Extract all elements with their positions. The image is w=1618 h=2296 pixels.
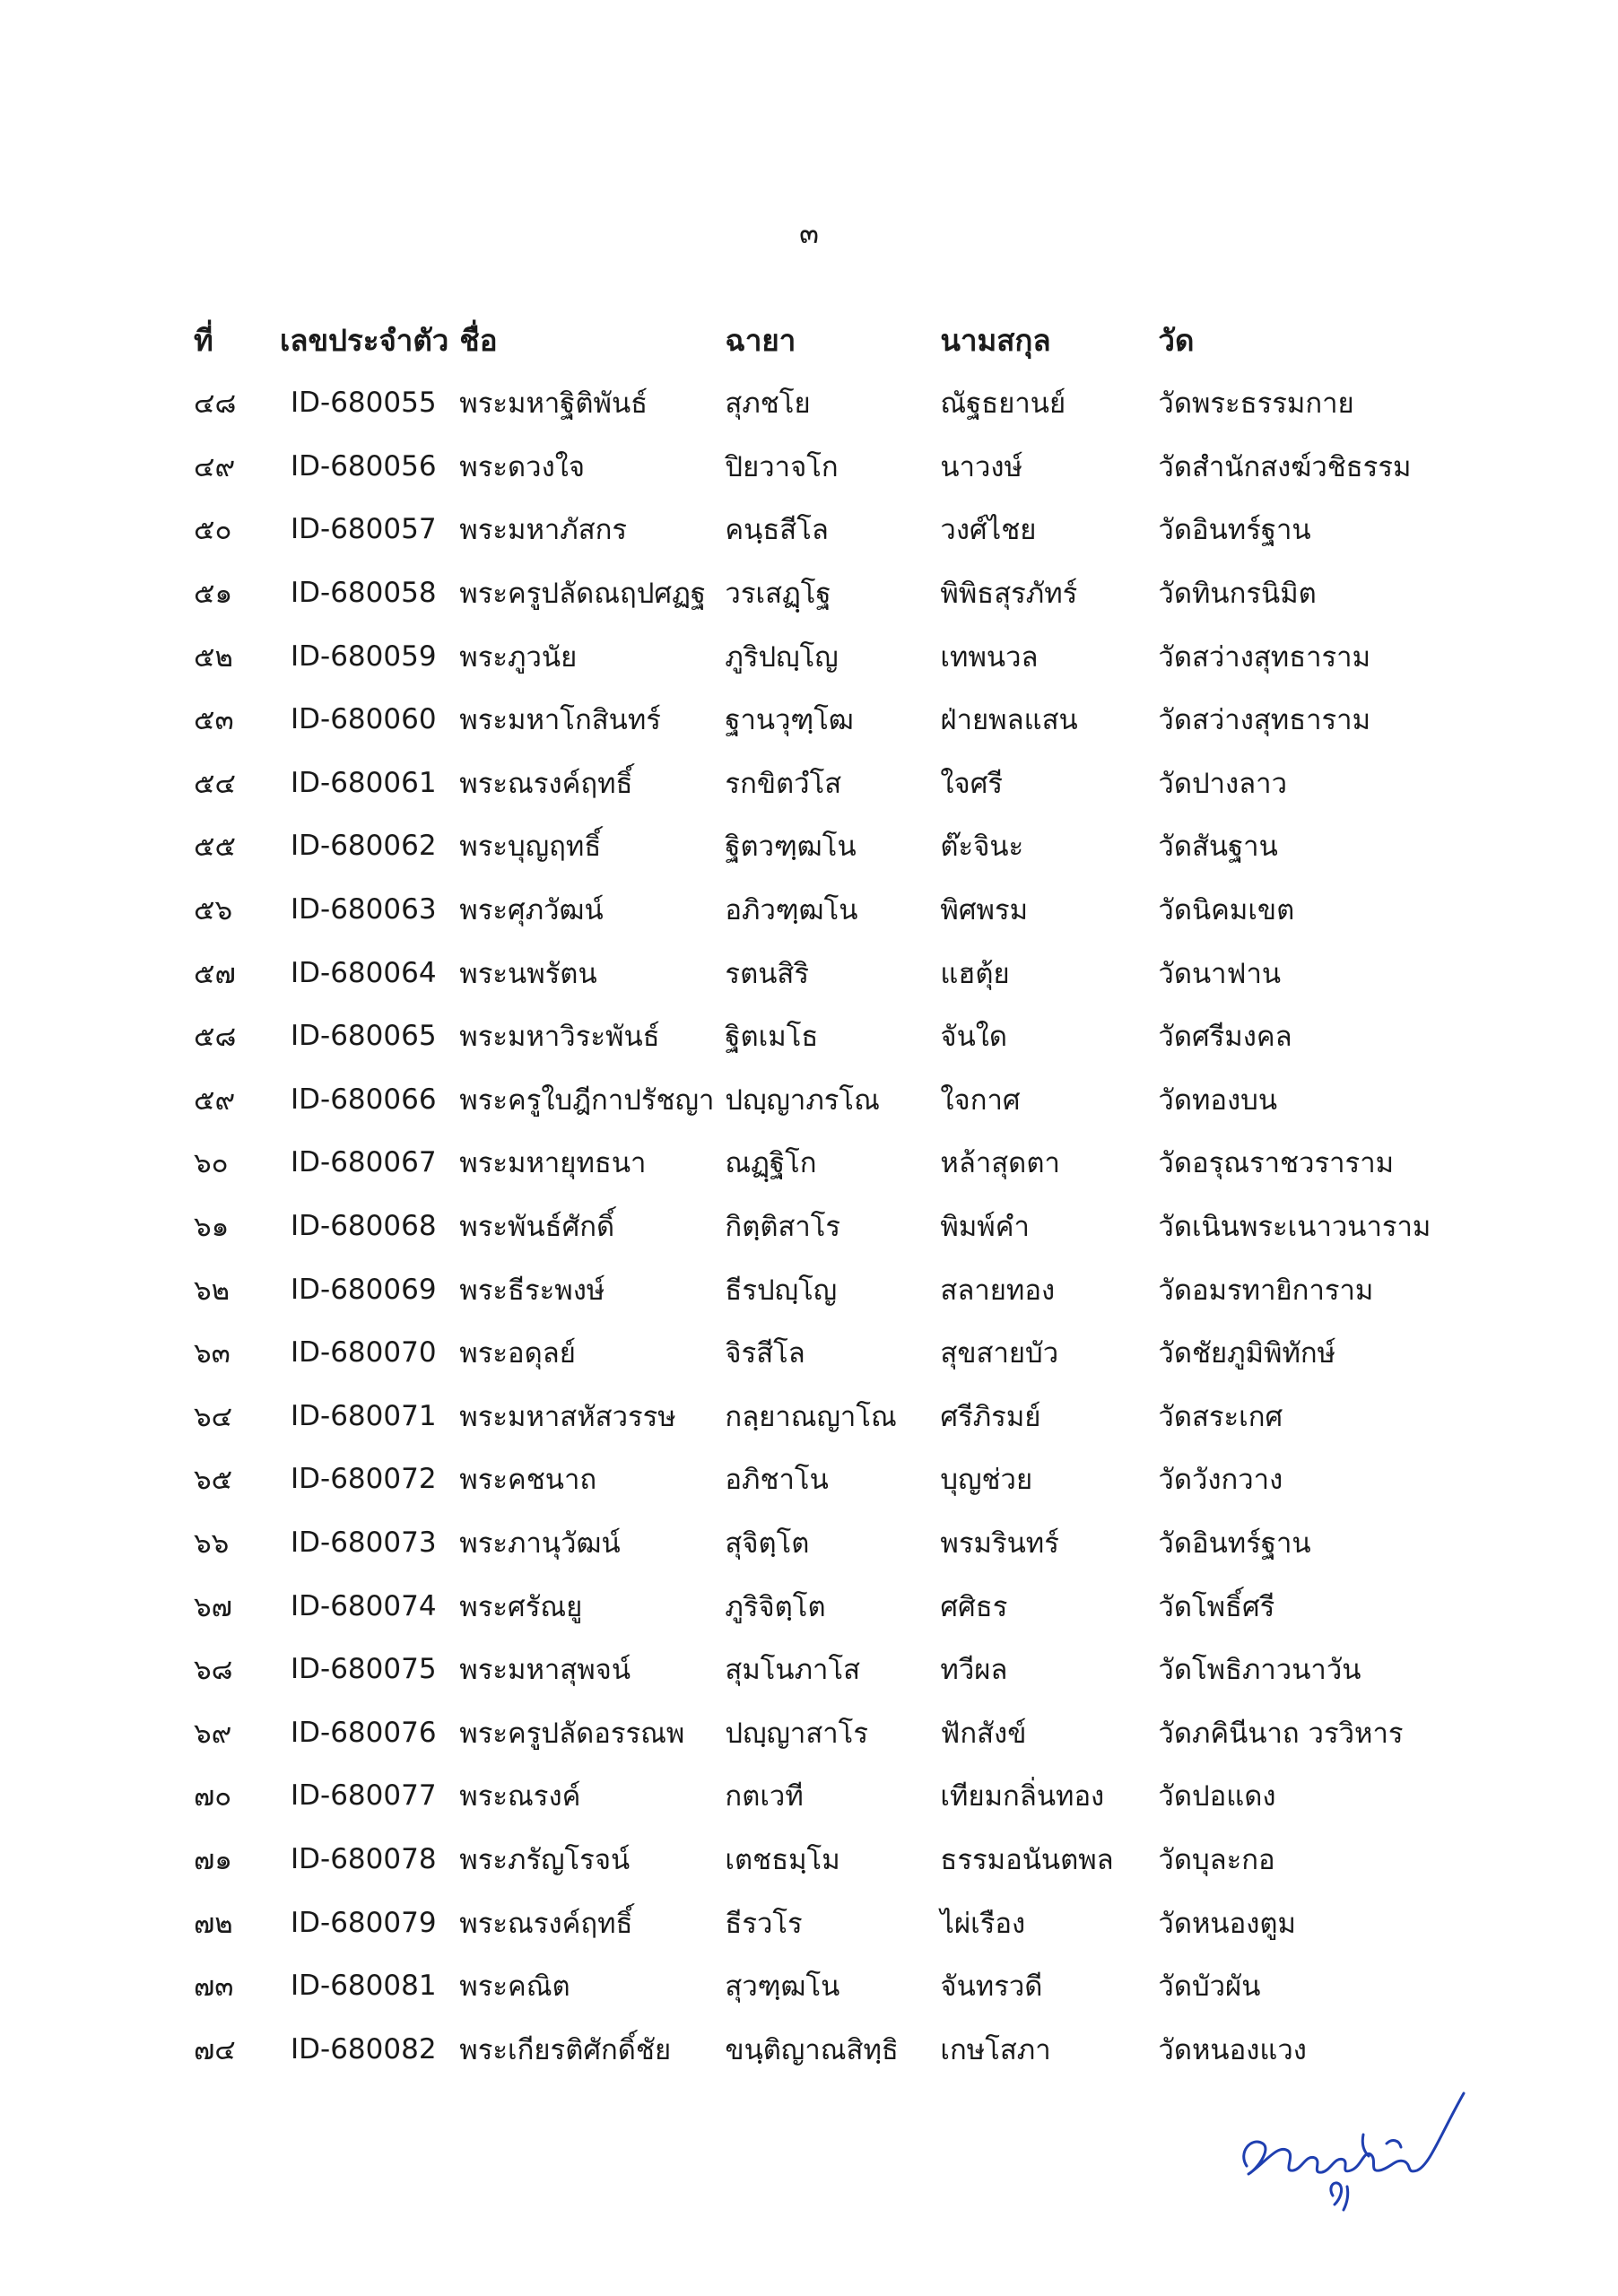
cell-id: ID-680069 <box>291 1273 437 1306</box>
cell-id: ID-680068 <box>291 1210 437 1243</box>
header-name: ชื่อ <box>459 322 498 358</box>
cell-chaya: อภิวฑฺฒโน <box>725 894 858 927</box>
table-row <box>179 878 1443 942</box>
cell-name: พระมหาสหัสวรรษ <box>459 1400 676 1433</box>
cell-id: ID-680055 <box>291 387 437 420</box>
cell-chaya: กลฺยาณญาโณ <box>725 1400 897 1433</box>
cell-name: พระคณิต <box>459 1970 570 2004</box>
cell-name: พระมหาสุพจน์ <box>459 1654 631 1687</box>
cell-id: ID-680078 <box>291 1842 437 1875</box>
cell-id: ID-680065 <box>291 1020 437 1053</box>
cell-chaya: ปญฺญาภรโณ <box>725 1083 880 1117</box>
table-row <box>179 1700 1443 1764</box>
cell-chaya: ฐิตเมโธ <box>725 1021 819 1054</box>
cell-name: พระมหาภัสกร <box>459 514 628 547</box>
cell-name: พระภรัญโรจน์ <box>459 1843 631 1876</box>
cell-surname: สลายทอง <box>940 1274 1056 1307</box>
cell-wat: วัดบุละกอ <box>1158 1843 1275 1876</box>
cell-chaya: สุจิตฺโต <box>725 1526 810 1560</box>
cell-no: ๖๙ <box>194 1717 232 1750</box>
cell-id: ID-680071 <box>291 1399 437 1432</box>
cell-wat: วัดเนินพระเนาวนาราม <box>1158 1211 1431 1244</box>
table-row <box>179 1257 1443 1321</box>
cell-wat: วัดสันฐาน <box>1158 831 1278 864</box>
cell-id: ID-680067 <box>291 1146 437 1179</box>
cell-surname: เทียมกลิ่นทอง <box>940 1780 1105 1813</box>
cell-id: ID-680057 <box>291 513 437 546</box>
table-row <box>179 1385 1443 1448</box>
cell-no: ๖๒ <box>194 1274 231 1307</box>
cell-name: พระณรงค์ฤทธิ์ <box>459 767 633 800</box>
header-wat: วัด <box>1158 322 1195 358</box>
cell-wat: วัดสว่างสุทธาราม <box>1158 640 1371 674</box>
cell-no: ๕๓ <box>194 704 234 737</box>
cell-chaya: สุภชโย <box>725 387 811 421</box>
table-row <box>179 1891 1443 1954</box>
header-row <box>179 309 1443 371</box>
cell-no: ๕๗ <box>194 957 236 990</box>
cell-surname: ฝ่ายพลแสน <box>940 704 1078 737</box>
cell-id: ID-680082 <box>291 2032 437 2066</box>
cell-name: พระเกียรติศักดิ์ชัย <box>459 2033 672 2066</box>
table-row <box>179 371 1443 435</box>
cell-no: ๕๑ <box>194 578 233 611</box>
cell-chaya: สุมโนภาโส <box>725 1654 861 1687</box>
cell-no: ๖๐ <box>194 1147 229 1180</box>
cell-wat: วัดโพธิ์ศรี <box>1158 1590 1275 1623</box>
cell-id: ID-680062 <box>291 830 437 863</box>
cell-wat: วัดทองบน <box>1158 1083 1278 1117</box>
cell-wat: วัดสระเกศ <box>1158 1400 1283 1433</box>
cell-surname: พิมพ์คำ <box>940 1211 1030 1244</box>
cell-name: พระพันธ์ศักดิ์ <box>459 1211 615 1244</box>
cell-id: ID-680081 <box>291 1970 437 2003</box>
cell-chaya: ฐิตวฑฺฒโน <box>725 831 857 864</box>
cell-chaya: ณฏฺฐิโก <box>725 1147 817 1180</box>
cell-id: ID-680059 <box>291 639 437 673</box>
table-row <box>179 1638 1443 1701</box>
cell-surname: แฮตุ้ย <box>940 957 1010 990</box>
cell-wat: วัดนิคมเขต <box>1158 894 1295 927</box>
cell-chaya: ปิยวาจโก <box>725 450 839 483</box>
cell-surname: บุญช่วย <box>940 1464 1033 1497</box>
cell-wat: วัดสว่างสุทธาราม <box>1158 704 1371 737</box>
cell-surname: วงศ์ไชย <box>940 514 1037 547</box>
cell-wat: วัดอมรทายิการาม <box>1158 1274 1374 1307</box>
cell-id: ID-680070 <box>291 1336 437 1370</box>
cell-surname: จันทรวดี <box>940 1970 1043 2004</box>
cell-no: ๗๑ <box>194 1843 232 1876</box>
cell-surname: พิพิธสุรภัทร์ <box>940 578 1078 611</box>
cell-surname: หล้าสุดตา <box>940 1147 1060 1180</box>
cell-name: พระธีระพงษ์ <box>459 1274 605 1307</box>
header-surname: นามสกุล <box>940 322 1051 358</box>
cell-no: ๔๘ <box>194 387 237 421</box>
cell-wat: วัดศรีมงคล <box>1158 1021 1292 1054</box>
table-row <box>179 688 1443 752</box>
cell-name: พระมหาวิระพันธ์ <box>459 1021 660 1054</box>
cell-no: ๔๙ <box>194 450 236 483</box>
cell-surname: ใจกาศ <box>940 1083 1021 1117</box>
cell-chaya: กิตฺติสาโร <box>725 1211 841 1244</box>
cell-chaya: อภิชาโน <box>725 1464 829 1497</box>
table-row <box>179 1954 1443 2018</box>
cell-name: พระศรัณยู <box>459 1590 583 1623</box>
cell-no: ๗๔ <box>194 2033 236 2066</box>
cell-surname: ศศิธร <box>940 1590 1008 1623</box>
cell-name: พระศุภวัฒน์ <box>459 894 604 927</box>
cell-name: พระนพรัตน <box>459 957 597 990</box>
table-row <box>179 2017 1443 2081</box>
cell-name: พระครูใบฎีกาปรัชญา <box>459 1083 715 1117</box>
cell-name: พระณรงค์ฤทธิ์ <box>459 1907 633 1940</box>
cell-name: พระดวงใจ <box>459 450 586 483</box>
cell-no: ๖๘ <box>194 1654 233 1687</box>
cell-id: ID-680060 <box>291 703 437 736</box>
cell-no: ๕๘ <box>194 1021 237 1054</box>
cell-no: ๖๗ <box>194 1590 232 1623</box>
cell-wat: วัดอินทร์ฐาน <box>1158 1526 1311 1560</box>
cell-chaya: ธีรวโร <box>725 1907 803 1940</box>
header-no: ที่ <box>194 322 213 358</box>
cell-id: ID-680058 <box>291 577 437 610</box>
cell-chaya: สุวฑฺฒโน <box>725 1970 840 2004</box>
cell-surname: ศรีภิรมย์ <box>940 1400 1041 1433</box>
cell-wat: วัดพระธรรมกาย <box>1158 387 1354 421</box>
cell-surname: ไผ่เรือง <box>940 1907 1026 1940</box>
cell-no: ๖๔ <box>194 1400 233 1433</box>
table-row <box>179 561 1443 625</box>
cell-id: ID-680063 <box>291 893 437 926</box>
table-row <box>179 624 1443 688</box>
cell-name: พระณรงค์ <box>459 1780 581 1813</box>
cell-wat: วัดบัวผัน <box>1158 1970 1261 2004</box>
cell-name: พระภานุวัฒน์ <box>459 1526 621 1560</box>
cell-wat: วัดอินทร์ฐาน <box>1158 514 1311 547</box>
cell-surname: จันใด <box>940 1021 1008 1054</box>
cell-surname: นาวงษ์ <box>940 450 1022 483</box>
cell-wat: วัดทินกรนิมิต <box>1158 578 1317 611</box>
cell-no: ๕๖ <box>194 894 233 927</box>
cell-chaya: รตนสิริ <box>725 957 809 990</box>
cell-surname: เกษโสภา <box>940 2033 1051 2066</box>
cell-wat: วัดปางลาว <box>1158 767 1287 800</box>
cell-wat: วัดปอแดง <box>1158 1780 1276 1813</box>
table-row <box>179 1574 1443 1638</box>
cell-wat: วัดภคินีนาถ วรวิหาร <box>1158 1717 1404 1750</box>
cell-wat: วัดวังกวาง <box>1158 1464 1283 1497</box>
cell-wat: วัดนาฟาน <box>1158 957 1282 990</box>
page-number: ๓ <box>799 216 819 250</box>
table-row <box>179 1004 1443 1068</box>
cell-no: ๖๖ <box>194 1526 230 1560</box>
cell-surname: พิศพรม <box>940 894 1029 927</box>
signature <box>1229 2081 1471 2215</box>
cell-no: ๖๕ <box>194 1464 233 1497</box>
cell-chaya: รกขิตวํโส <box>725 767 842 800</box>
cell-no: ๕๕ <box>194 831 236 864</box>
table-row <box>179 814 1443 878</box>
cell-surname: ต๊ะจินะ <box>940 831 1024 864</box>
header-id: เลขประจำตัว <box>280 322 449 358</box>
table-row <box>179 1131 1443 1195</box>
cell-chaya: จิรสีโล <box>725 1337 805 1370</box>
cell-no: ๗๐ <box>194 1780 232 1813</box>
table-row <box>179 752 1443 815</box>
cell-wat: วัดหนองตูม <box>1158 1907 1296 1940</box>
cell-name: พระครูปลัดอรรณพ <box>459 1717 685 1750</box>
cell-name: พระมหาฐิติพันธ์ <box>459 387 648 421</box>
table-row <box>179 435 1443 499</box>
cell-surname: พรมรินทร์ <box>940 1526 1059 1560</box>
table-row <box>179 941 1443 1004</box>
cell-wat: วัดสำนักสงฆ์วชิธรรม <box>1158 450 1412 483</box>
cell-chaya: วรเสฏฺโฐ <box>725 578 831 611</box>
table-row <box>179 1828 1443 1892</box>
cell-surname: ใจศรี <box>940 767 1004 800</box>
table-row <box>179 1764 1443 1828</box>
cell-no: ๗๒ <box>194 1907 233 1940</box>
cell-no: ๖๓ <box>194 1337 231 1370</box>
cell-chaya: คนฺธสีโล <box>725 514 829 547</box>
cell-surname: เทพนวล <box>940 640 1039 674</box>
roster-table <box>179 309 1443 2081</box>
cell-no: ๗๓ <box>194 1970 234 2004</box>
cell-chaya: ฐานวุฑฺโฒ <box>725 704 854 737</box>
table-row <box>179 1195 1443 1258</box>
cell-surname: ทวีผล <box>940 1654 1008 1687</box>
cell-id: ID-680076 <box>291 1716 437 1749</box>
cell-chaya: ภูริปญฺโญ <box>725 640 839 674</box>
cell-wat: วัดอรุณราชวราราม <box>1158 1147 1395 1180</box>
roster-header <box>179 309 1443 371</box>
cell-chaya: เตชธมฺโม <box>725 1843 840 1876</box>
cell-name: พระครูปลัดณฤปศฏฐ <box>459 578 707 611</box>
cell-name: พระมหาโกสินทร์ <box>459 704 661 737</box>
cell-id: ID-680075 <box>291 1653 437 1686</box>
cell-no: ๕๐ <box>194 514 232 547</box>
cell-id: ID-680066 <box>291 1083 437 1116</box>
cell-no: ๕๔ <box>194 767 236 800</box>
cell-id: ID-680064 <box>291 956 437 989</box>
cell-id: ID-680079 <box>291 1906 437 1939</box>
cell-surname: ณัฐธยานย์ <box>940 387 1066 421</box>
roster-body <box>179 371 1443 2081</box>
cell-chaya: ธีรปญฺโญ <box>725 1274 838 1307</box>
table-row <box>179 1321 1443 1385</box>
cell-id: ID-680056 <box>291 449 437 483</box>
cell-wat: วัดชัยภูมิพิทักษ์ <box>1158 1337 1336 1370</box>
table-row <box>179 1448 1443 1511</box>
cell-id: ID-680073 <box>291 1526 437 1559</box>
cell-wat: วัดหนองแวง <box>1158 2033 1307 2066</box>
cell-id: ID-680072 <box>291 1463 437 1496</box>
cell-no: ๕๙ <box>194 1083 236 1117</box>
cell-chaya: ปญฺญาสาโร <box>725 1717 868 1750</box>
cell-name: พระคชนาถ <box>459 1464 597 1497</box>
cell-name: พระภูวนัย <box>459 640 578 674</box>
cell-name: พระอดุลย์ <box>459 1337 576 1370</box>
cell-name: พระมหายุทธนา <box>459 1147 647 1180</box>
cell-surname: ธรรมอนันตพล <box>940 1843 1114 1876</box>
cell-name: พระบุญฤทธิ์ <box>459 831 602 864</box>
cell-chaya: ภูริจิตฺโต <box>725 1590 826 1623</box>
cell-surname: ฟักสังข์ <box>940 1717 1027 1750</box>
cell-chaya: ขนฺติญาณสิทฺธิ <box>725 2033 899 2066</box>
header-chaya: ฉายา <box>725 322 796 358</box>
table-row <box>179 498 1443 561</box>
table-row <box>179 1511 1443 1575</box>
cell-no: ๕๒ <box>194 640 233 674</box>
cell-wat: วัดโพธิภาวนาวัน <box>1158 1654 1361 1687</box>
cell-surname: สุขสายบัว <box>940 1337 1059 1370</box>
cell-id: ID-680061 <box>291 766 437 799</box>
cell-id: ID-680074 <box>291 1589 437 1622</box>
cell-id: ID-680077 <box>291 1779 437 1813</box>
cell-chaya: กตเวที <box>725 1780 804 1813</box>
cell-no: ๖๑ <box>194 1211 230 1244</box>
table-row <box>179 1068 1443 1132</box>
